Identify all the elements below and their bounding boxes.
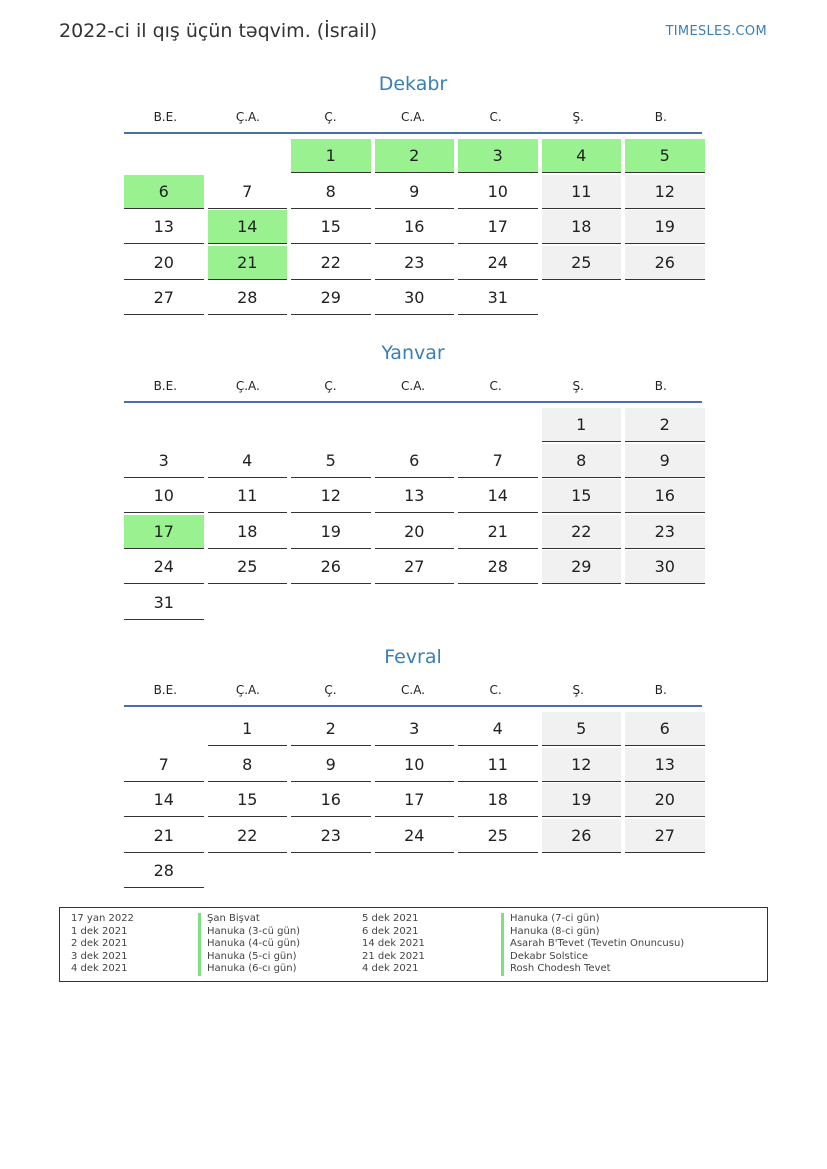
day-cell[interactable]: 24 xyxy=(375,819,455,853)
day-cell[interactable]: 21 xyxy=(208,246,288,280)
day-cell[interactable]: 10 xyxy=(458,175,538,209)
day-cell[interactable]: 16 xyxy=(625,479,705,513)
weekday-label: C.A. xyxy=(401,683,426,697)
legend-date: 4 dek 2021 xyxy=(362,963,419,974)
empty-cell xyxy=(375,854,455,888)
day-cell[interactable]: 27 xyxy=(124,281,204,315)
day-cell[interactable]: 18 xyxy=(208,515,288,549)
day-cell[interactable]: 1 xyxy=(542,408,622,442)
day-cell[interactable]: 14 xyxy=(208,210,288,244)
legend-date: 1 dek 2021 xyxy=(71,925,128,937)
empty-cell xyxy=(458,854,538,888)
day-cell[interactable]: 23 xyxy=(375,246,455,280)
day-cell[interactable]: 13 xyxy=(625,748,705,782)
day-cell[interactable]: 22 xyxy=(542,515,622,549)
day-cell[interactable]: 27 xyxy=(625,819,705,853)
legend-holiday-name: Hanuka (6-cı gün) xyxy=(198,963,300,976)
empty-cell xyxy=(542,854,622,888)
day-cell[interactable]: 17 xyxy=(124,515,204,549)
day-cell[interactable]: 14 xyxy=(458,479,538,513)
weekday-label: Ç. xyxy=(324,683,337,697)
day-cell[interactable]: 16 xyxy=(291,783,371,817)
weekday-label: Ç.A. xyxy=(235,683,260,697)
day-cell[interactable]: 7 xyxy=(458,444,538,478)
legend-holiday-name: Hanuka (3-cü gün) xyxy=(198,926,300,939)
day-cell[interactable]: 15 xyxy=(208,783,288,817)
legend-holiday-name: Hanuka (4-cü gün) xyxy=(198,938,300,951)
weekday-label: B.E. xyxy=(153,379,178,393)
day-grid xyxy=(124,408,702,621)
day-cell[interactable]: 26 xyxy=(291,550,371,584)
day-cell[interactable]: 22 xyxy=(291,246,371,280)
legend-holiday-name: Şan Bişvat xyxy=(198,913,300,926)
day-cell[interactable]: 11 xyxy=(208,479,288,513)
month-block xyxy=(124,643,702,890)
day-cell[interactable]: 6 xyxy=(375,444,455,478)
holiday-legend xyxy=(59,907,768,982)
empty-cell xyxy=(458,408,538,442)
day-cell[interactable]: 24 xyxy=(124,550,204,584)
brand-link[interactable]: TIMESLES.COM xyxy=(665,24,767,39)
day-cell[interactable]: 26 xyxy=(542,819,622,853)
weekday-label: Ç. xyxy=(324,110,337,124)
day-cell[interactable]: 11 xyxy=(542,175,622,209)
day-cell[interactable]: 8 xyxy=(208,748,288,782)
weekday-label: B.E. xyxy=(153,683,178,697)
day-cell[interactable]: 17 xyxy=(375,783,455,817)
day-cell[interactable]: 7 xyxy=(208,175,288,209)
day-cell[interactable]: 20 xyxy=(625,783,705,817)
legend-holiday-name: Hanuka (5-ci gün) xyxy=(198,951,300,964)
weekday-label: B. xyxy=(654,110,667,124)
empty-cell xyxy=(375,408,455,442)
legend-left-names xyxy=(198,913,300,976)
legend-date: 4 dek 2021 xyxy=(71,963,128,974)
empty-cell xyxy=(124,139,204,173)
day-cell[interactable]: 23 xyxy=(291,819,371,853)
header-rule xyxy=(124,401,702,403)
month-block xyxy=(124,339,702,621)
legend-holiday-name: Hanuka (7-ci gün) xyxy=(501,913,684,926)
month-name: Dekabr xyxy=(378,73,448,95)
empty-cell xyxy=(625,281,705,315)
day-cell[interactable]: 20 xyxy=(124,246,204,280)
day-cell[interactable]: 2 xyxy=(625,408,705,442)
day-cell[interactable]: 22 xyxy=(208,819,288,853)
weekday-header xyxy=(124,677,702,703)
day-cell[interactable]: 10 xyxy=(375,748,455,782)
day-cell[interactable]: 5 xyxy=(291,444,371,478)
legend-right-dates xyxy=(362,913,425,976)
weekday-label: B.E. xyxy=(153,110,178,124)
weekday-label: Ç.A. xyxy=(235,379,260,393)
empty-cell xyxy=(208,408,288,442)
day-cell[interactable]: 18 xyxy=(458,783,538,817)
legend-holiday-name: Dekabr Solstice xyxy=(501,951,684,964)
weekday-label: Ç.A. xyxy=(235,110,260,124)
empty-cell xyxy=(291,408,371,442)
month-block xyxy=(124,70,702,317)
weekday-label: B. xyxy=(654,683,667,697)
weekday-label: C.A. xyxy=(401,110,426,124)
weekday-label: C. xyxy=(489,110,502,124)
day-cell[interactable]: 8 xyxy=(291,175,371,209)
day-cell[interactable]: 13 xyxy=(375,479,455,513)
day-cell[interactable]: 25 xyxy=(458,819,538,853)
month-name: Yanvar xyxy=(381,342,445,364)
day-grid xyxy=(124,139,702,317)
day-cell[interactable]: 28 xyxy=(124,854,204,888)
day-cell[interactable]: 3 xyxy=(124,444,204,478)
day-cell[interactable]: 1 xyxy=(291,139,371,173)
empty-cell xyxy=(375,586,455,620)
day-cell[interactable]: 4 xyxy=(458,712,538,746)
legend-date: 6 dek 2021 xyxy=(362,925,419,937)
weekday-label: Ş. xyxy=(572,683,584,697)
empty-cell xyxy=(542,586,622,620)
day-cell[interactable]: 12 xyxy=(291,479,371,513)
empty-cell xyxy=(625,854,705,888)
day-cell[interactable]: 1 xyxy=(208,712,288,746)
day-cell[interactable]: 5 xyxy=(542,712,622,746)
day-cell[interactable]: 25 xyxy=(208,550,288,584)
day-cell[interactable]: 12 xyxy=(542,748,622,782)
day-cell[interactable]: 21 xyxy=(458,515,538,549)
day-cell[interactable]: 2 xyxy=(375,139,455,173)
day-cell[interactable]: 12 xyxy=(625,175,705,209)
page-title: 2022-ci il qış üçün təqvim. (İsrail) xyxy=(59,20,378,42)
empty-cell xyxy=(291,854,371,888)
empty-cell xyxy=(625,586,705,620)
weekday-label: Ş. xyxy=(572,110,584,124)
day-cell[interactable]: 15 xyxy=(291,210,371,244)
legend-date: 2 dek 2021 xyxy=(71,938,128,949)
day-cell[interactable]: 13 xyxy=(124,210,204,244)
day-cell[interactable]: 26 xyxy=(625,246,705,280)
day-cell[interactable]: 14 xyxy=(124,783,204,817)
day-cell[interactable]: 16 xyxy=(375,210,455,244)
weekday-label: C. xyxy=(489,379,502,393)
weekday-header xyxy=(124,104,702,130)
legend-holiday-name: Asarah B'Tevet (Tevetin Onuncusu) xyxy=(501,938,684,951)
day-cell[interactable]: 19 xyxy=(542,783,622,817)
day-cell[interactable]: 10 xyxy=(124,479,204,513)
legend-left-dates xyxy=(71,913,134,976)
weekday-label: Ş. xyxy=(572,379,584,393)
day-cell[interactable]: 30 xyxy=(375,281,455,315)
weekday-label: C.A. xyxy=(401,379,426,393)
weekday-label: B. xyxy=(654,379,667,393)
month-name: Fevral xyxy=(384,646,442,668)
day-cell[interactable]: 19 xyxy=(625,210,705,244)
day-cell[interactable]: 23 xyxy=(625,515,705,549)
day-cell[interactable]: 31 xyxy=(458,281,538,315)
day-cell[interactable]: 6 xyxy=(625,712,705,746)
day-cell[interactable]: 15 xyxy=(542,479,622,513)
day-cell[interactable]: 24 xyxy=(458,246,538,280)
legend-holiday-name: Hanuka (8-ci gün) xyxy=(501,926,684,939)
empty-cell xyxy=(208,586,288,620)
weekday-header xyxy=(124,373,702,399)
legend-holiday-name: Rosh Chodesh Tevet xyxy=(501,963,684,976)
legend-date: 17 yan 2022 xyxy=(71,913,134,924)
header-rule xyxy=(124,705,702,707)
day-cell[interactable]: 29 xyxy=(542,550,622,584)
day-cell[interactable]: 9 xyxy=(291,748,371,782)
day-cell[interactable]: 21 xyxy=(124,819,204,853)
legend-date: 14 dek 2021 xyxy=(362,938,425,949)
legend-date: 3 dek 2021 xyxy=(71,950,128,962)
day-cell[interactable]: 9 xyxy=(625,444,705,478)
day-cell[interactable]: 8 xyxy=(542,444,622,478)
day-cell[interactable]: 18 xyxy=(542,210,622,244)
empty-cell xyxy=(208,854,288,888)
day-cell[interactable]: 3 xyxy=(458,139,538,173)
empty-cell xyxy=(124,408,204,442)
day-cell[interactable]: 11 xyxy=(458,748,538,782)
day-cell[interactable]: 28 xyxy=(208,281,288,315)
legend-date: 5 dek 2021 xyxy=(362,913,419,924)
day-cell[interactable]: 9 xyxy=(375,175,455,209)
day-cell[interactable]: 2 xyxy=(291,712,371,746)
day-cell[interactable]: 31 xyxy=(124,586,204,620)
header-rule xyxy=(124,132,702,134)
day-cell[interactable]: 27 xyxy=(375,550,455,584)
empty-cell xyxy=(542,281,622,315)
legend-right-names xyxy=(501,913,684,976)
day-cell[interactable]: 7 xyxy=(124,748,204,782)
empty-cell xyxy=(291,586,371,620)
day-cell[interactable]: 5 xyxy=(625,139,705,173)
day-cell[interactable]: 20 xyxy=(375,515,455,549)
day-cell[interactable]: 4 xyxy=(542,139,622,173)
day-cell[interactable]: 28 xyxy=(458,550,538,584)
empty-cell xyxy=(458,586,538,620)
empty-cell xyxy=(124,712,204,746)
day-cell[interactable]: 17 xyxy=(458,210,538,244)
day-cell[interactable]: 3 xyxy=(375,712,455,746)
weekday-label: Ç. xyxy=(324,379,337,393)
day-cell[interactable]: 30 xyxy=(625,550,705,584)
day-cell[interactable]: 19 xyxy=(291,515,371,549)
legend-date: 21 dek 2021 xyxy=(362,950,425,962)
empty-cell xyxy=(208,139,288,173)
day-cell[interactable]: 6 xyxy=(124,175,204,209)
day-cell[interactable]: 29 xyxy=(291,281,371,315)
day-grid xyxy=(124,712,702,890)
weekday-label: C. xyxy=(489,683,502,697)
day-cell[interactable]: 4 xyxy=(208,444,288,478)
day-cell[interactable]: 25 xyxy=(542,246,622,280)
